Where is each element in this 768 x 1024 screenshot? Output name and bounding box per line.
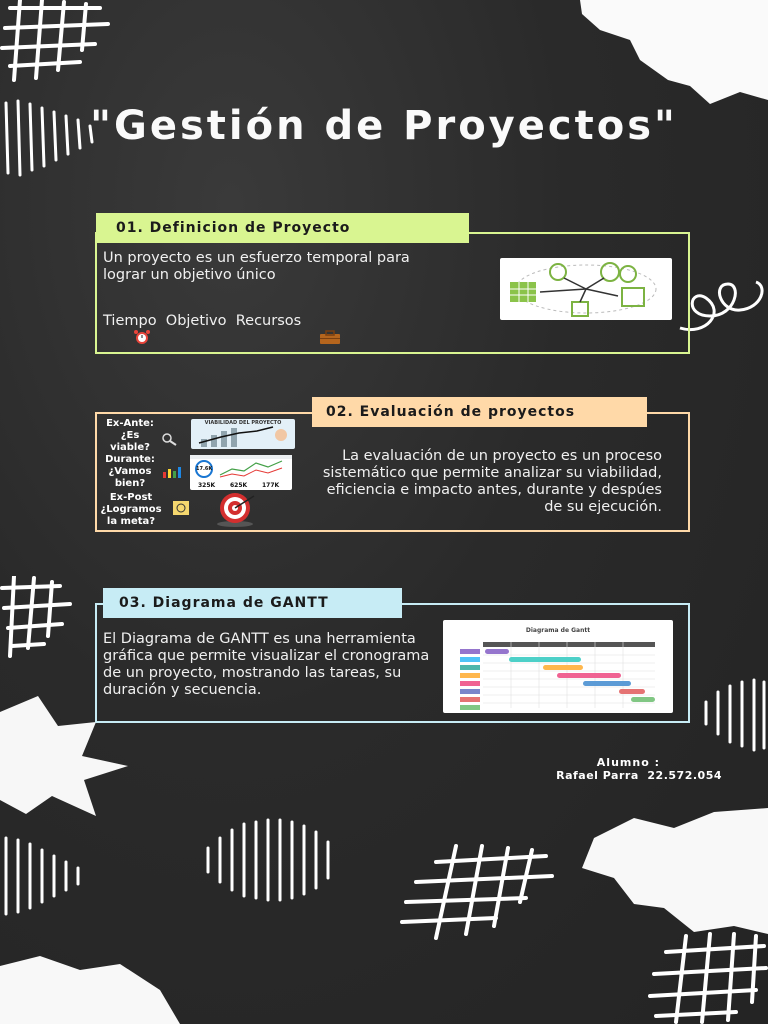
dashboard-value-3: 177K: [262, 482, 280, 489]
stage-ex-ante: Ex-Ante: ¿Es viable?: [106, 418, 154, 453]
project-cycle-illustration: [500, 258, 672, 320]
keyword-tiempo: Tiempo: [103, 313, 157, 329]
dashboard-image: [190, 455, 292, 490]
keyword-recursos: Recursos: [235, 313, 302, 329]
dashboard-value-2: 625K: [230, 482, 248, 489]
dashboard-value-main: 17.6K: [196, 466, 213, 472]
section-evaluation-heading: 02. Evaluación de proyectos: [312, 397, 647, 427]
gantt-chart-title: Diagrama de Gantt: [525, 627, 591, 634]
chalk-splash-decoration-right: [574, 808, 768, 938]
dashboard-value-1: 325K: [198, 482, 216, 489]
chalk-stripes-decoration-bottom: [200, 818, 344, 902]
bar-chart-icon: [162, 466, 182, 478]
section-definition-heading: 01. Definicion de Proyecto: [96, 213, 469, 243]
magnifier-icon: [160, 432, 178, 446]
section-gantt-text: El Diagrama de GANTT es una herramienta gráfica que permite visualizar el cronograma de un proyecto, mostrando las tareas, su duración y secuencia.: [103, 631, 430, 698]
section-definition-text: Un proyecto es un esfuerzo temporal para lograr un objetivo único: [103, 250, 410, 283]
student-name: Rafael Parra 22.572.054: [556, 769, 722, 782]
stage-durante: Durante: ¿Vamos bien?: [105, 454, 155, 489]
page-title: "Gestión de Proyectos": [90, 103, 678, 149]
sticky-note-icon: [172, 500, 190, 516]
section-gantt-heading: 03. Diagrama de GANTT: [103, 588, 402, 618]
chalk-hatch-decoration-bottom: [396, 842, 560, 942]
viability-chart-label: VIABILIDAD DEL PROYECTO: [204, 420, 282, 426]
chalk-hatch-decoration-bottom-right: [646, 932, 768, 1024]
chalk-hatch-decoration-left: [0, 576, 80, 661]
briefcase-icon: [318, 330, 342, 345]
section-definition-keywords: [103, 313, 403, 330]
alarm-clock-icon: [132, 329, 152, 345]
chalk-stripes-decoration-left-bottom: [0, 832, 100, 920]
chalk-splash-decoration: [570, 0, 768, 110]
target-icon: [212, 490, 258, 528]
chalk-stripes-decoration-right: [700, 678, 768, 752]
chalk-hatch-decoration: [0, 0, 120, 90]
chalk-splash-decoration-bottom-left: [0, 950, 180, 1024]
section-evaluation-text: La evaluación de un proyecto es un proceso sistemático que permite analizar su viabilidad, eficiencia e impacto antes, durante y despúes de su ejecución.: [322, 448, 662, 515]
viability-chart-image: [191, 419, 295, 449]
stage-ex-post: Ex-Post ¿Logramos la meta?: [100, 492, 162, 527]
student-label: Alumno :: [596, 756, 660, 769]
gantt-chart-image: [443, 620, 673, 713]
keyword-objetivo: Objetivo: [165, 313, 227, 329]
